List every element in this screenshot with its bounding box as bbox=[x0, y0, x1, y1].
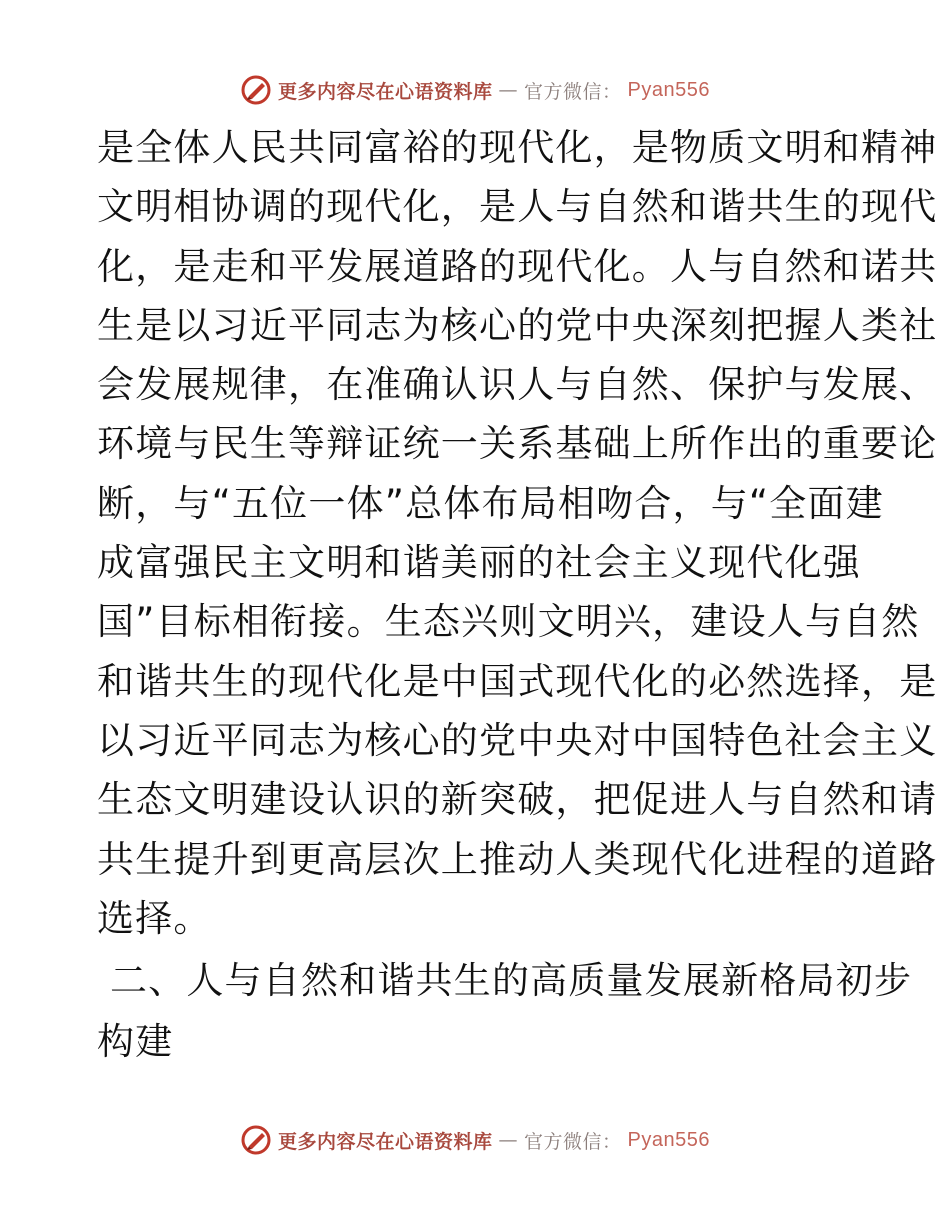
section-heading bbox=[97, 950, 913, 1072]
body-line: 文明相协调的现代化，是人与自然和谐共生的现代 bbox=[97, 185, 938, 229]
pen-logo-icon bbox=[240, 1124, 272, 1156]
banner-wechat-label: 官方微信： bbox=[524, 1130, 622, 1153]
banner-separator: — bbox=[498, 1129, 519, 1151]
body-line: 环境与民生等辩证统一关系基础上所作出的重要论 bbox=[97, 422, 938, 466]
heading-line: 二、人与自然和谐共生的高质量发展新格局初步 bbox=[97, 959, 913, 1002]
body-text bbox=[97, 118, 938, 948]
body-line: 断，与“五位一体”总体布局相吻合，与“全面建 bbox=[97, 481, 884, 525]
header-banner bbox=[0, 70, 950, 110]
body-line: 和谐共生的现代化是中国式现代化的必然选择，是 bbox=[97, 659, 938, 703]
banner-separator: — bbox=[498, 79, 519, 101]
body-line: 国”目标相衔接。生态兴则文明兴，建设人与自然 bbox=[97, 600, 920, 644]
body-line: 生态文明建设认识的新突破，把促进人与自然和请 bbox=[97, 778, 938, 822]
body-line: 是全体人民共同富裕的现代化，是物质文明和精神 bbox=[97, 126, 938, 169]
banner-title: 更多内容尽在心语资料库 bbox=[278, 80, 493, 103]
pen-logo-icon bbox=[240, 74, 272, 106]
body-line: 共生提升到更高层次上推动人类现代化进程的道路 bbox=[97, 837, 938, 881]
banner-wechat-id: Pyan556 bbox=[627, 1128, 710, 1151]
body-line: 以习近平同志为核心的党中央对中国特色社会主义 bbox=[97, 718, 938, 762]
footer-banner bbox=[0, 1120, 950, 1160]
banner-title: 更多内容尽在心语资料库 bbox=[278, 1130, 493, 1153]
body-line: 会发展规律，在准确认识人与自然、保护与发展、 bbox=[97, 363, 938, 407]
heading-line: 构建 bbox=[97, 1020, 174, 1063]
banner-wechat-label: 官方微信： bbox=[524, 80, 622, 103]
banner-wechat-id: Pyan556 bbox=[627, 78, 710, 101]
body-line: 选择。 bbox=[97, 896, 212, 940]
body-line: 化，是走和平发展道路的现代化。人与自然和诺共 bbox=[97, 244, 938, 288]
body-line: 生是以习近平同志为核心的党中央深刻把握人类社 bbox=[97, 303, 938, 347]
body-line: 成富强民主文明和谐美丽的社会主义现代化强 bbox=[97, 541, 861, 585]
